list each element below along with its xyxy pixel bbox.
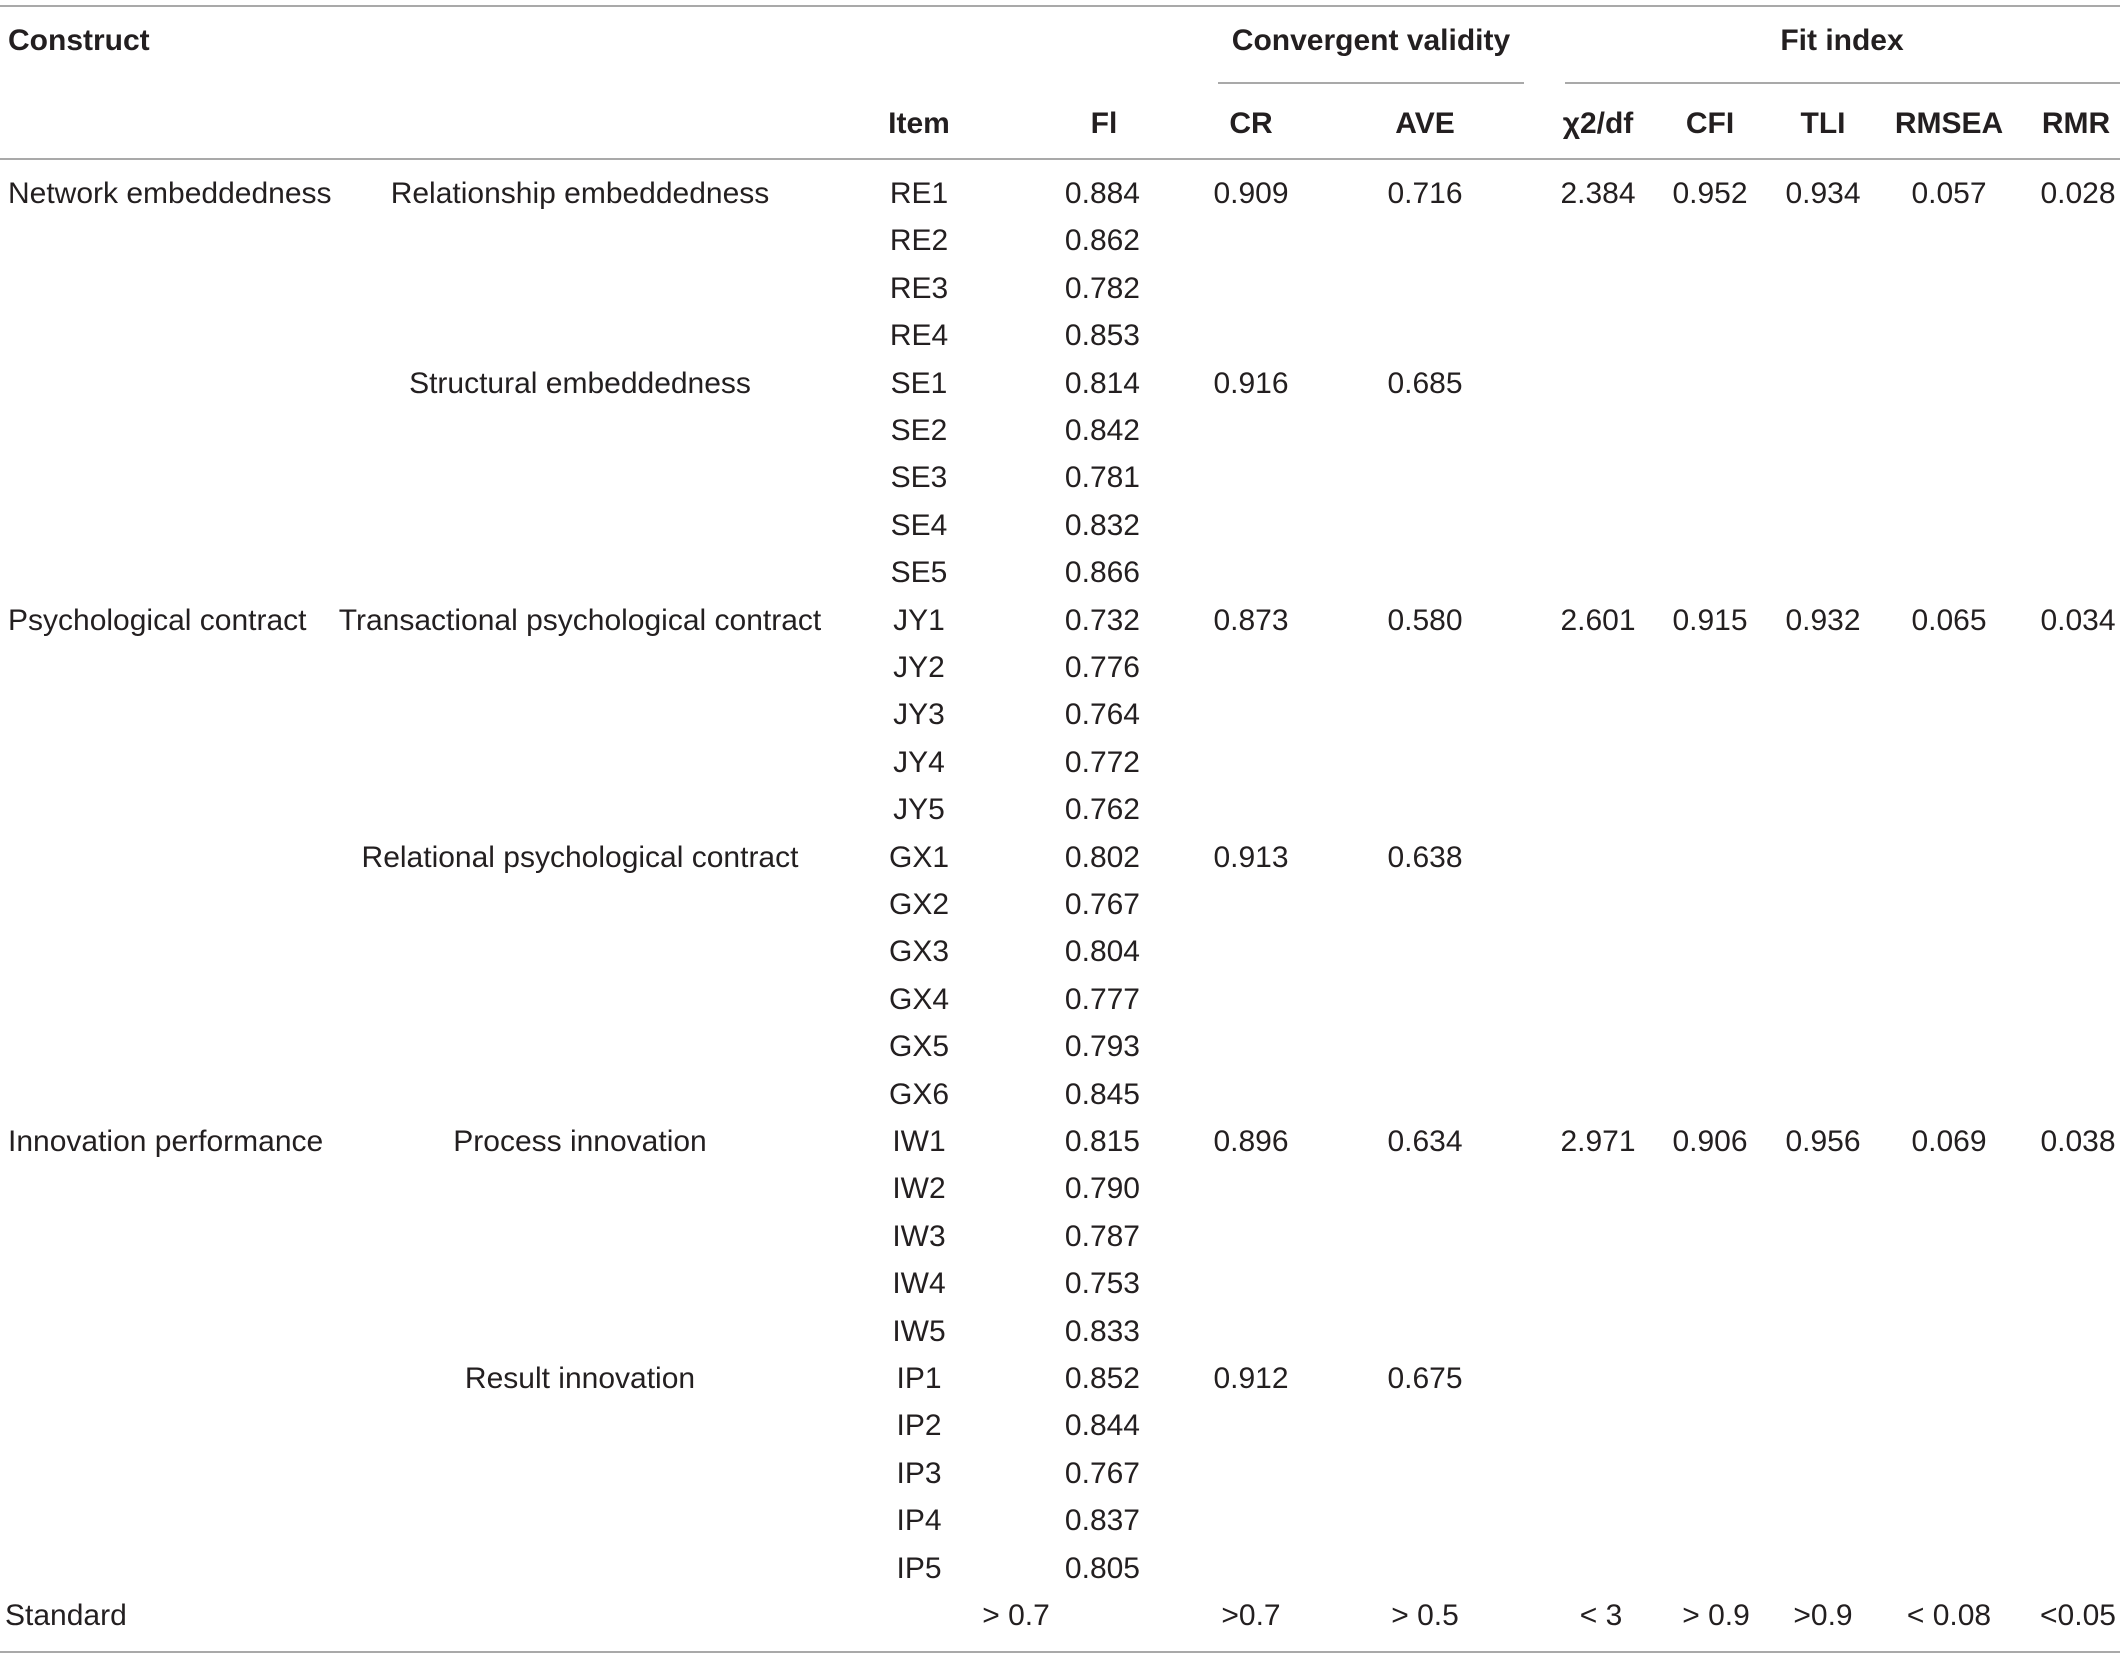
factor-loading: 0.790 (1064, 1172, 1140, 1206)
item-code: JY3 (893, 698, 945, 732)
item-code: IW1 (892, 1125, 946, 1158)
subconstruct-name: Result innovation (464, 1362, 696, 1395)
factor-loading: 0.845 (1064, 1077, 1140, 1111)
table-bottom-rule (0, 1651, 2120, 1653)
factor-loading: 0.793 (1064, 1030, 1140, 1064)
ave-value: 0.675 (1387, 1362, 1463, 1395)
factor-loading: 0.787 (1064, 1219, 1140, 1253)
rmr-value: 0.038 (2040, 1125, 2116, 1158)
factor-loading: 0.884 (1064, 177, 1140, 210)
item-code: SE5 (890, 556, 948, 590)
cfi-value: 0.915 (1672, 603, 1748, 637)
standard-rmsea: < 0.08 (1906, 1599, 1992, 1632)
rmsea-value: 0.057 (1911, 177, 1987, 210)
item-code: GX1 (888, 840, 950, 874)
item-code: SE3 (890, 461, 948, 495)
item-code: GX4 (888, 982, 950, 1016)
item-code: SE4 (890, 508, 948, 542)
tli-value: 0.932 (1785, 603, 1861, 637)
standard-label: Standard (5, 1599, 127, 1632)
factor-loading: 0.837 (1064, 1504, 1140, 1538)
table-top-rule (0, 5, 2120, 7)
header-cfi: CFI (1685, 107, 1735, 140)
cr-value: 0.896 (1213, 1125, 1289, 1158)
rmr-value: 0.034 (2040, 603, 2116, 637)
factor-loading: 0.844 (1064, 1409, 1140, 1443)
ave-value: 0.716 (1387, 177, 1463, 210)
header-convergent-validity: Convergent validity (1231, 24, 1511, 57)
cfi-value: 0.906 (1672, 1125, 1748, 1158)
factor-loading: 0.802 (1064, 840, 1140, 874)
factor-loading: 0.815 (1064, 1125, 1140, 1158)
item-code: IW4 (892, 1267, 946, 1301)
tli-value: 0.956 (1785, 1125, 1861, 1158)
factor-loading: 0.777 (1064, 982, 1140, 1016)
header-ave: AVE (1395, 107, 1455, 140)
standard-rmr: <0.05 (2040, 1599, 2116, 1632)
factor-loading: 0.814 (1064, 366, 1140, 400)
factor-loading: 0.866 (1064, 556, 1140, 590)
item-code: RE1 (889, 177, 949, 210)
item-code: IP2 (896, 1409, 942, 1443)
header-fl: Fl (1090, 107, 1118, 140)
item-code: GX3 (888, 935, 950, 969)
subconstruct-name: Relational psychological contract (361, 840, 799, 874)
header-rmr: RMR (2041, 107, 2111, 140)
header-item: Item (888, 107, 950, 140)
construct-name: Innovation performance (8, 1125, 324, 1158)
factor-loading: 0.732 (1064, 603, 1140, 637)
factor-loading: 0.862 (1064, 224, 1140, 258)
standard-fl: > 0.7 (982, 1599, 1050, 1632)
item-code: GX2 (888, 888, 950, 921)
rmsea-value: 0.065 (1911, 603, 1987, 637)
standard-cr: >0.7 (1221, 1599, 1281, 1632)
subconstruct-name: Process innovation (453, 1125, 707, 1158)
factor-loading: 0.804 (1064, 935, 1140, 969)
factor-loading: 0.781 (1064, 461, 1140, 495)
subconstruct-name: Relationship embeddedness (390, 177, 770, 210)
factor-loading: 0.767 (1064, 888, 1140, 921)
item-code: JY1 (893, 603, 945, 637)
item-code: RE4 (889, 319, 949, 353)
construct-name: Psychological contract (8, 603, 307, 637)
rmr-value: 0.028 (2040, 177, 2116, 210)
factor-loading: 0.842 (1064, 414, 1140, 447)
tli-value: 0.934 (1785, 177, 1861, 210)
item-code: RE3 (889, 271, 949, 305)
factor-loading: 0.833 (1064, 1314, 1140, 1348)
factor-loading: 0.776 (1064, 651, 1140, 684)
standard-ave: > 0.5 (1391, 1599, 1459, 1632)
factor-loading: 0.832 (1064, 508, 1140, 542)
subconstruct-name: Transactional psychological contract (338, 603, 822, 637)
ave-value: 0.634 (1387, 1125, 1463, 1158)
factor-loading: 0.772 (1064, 745, 1140, 779)
item-code: SE1 (890, 366, 948, 400)
header-chi2df: χ2/df (1562, 107, 1634, 140)
factor-loading: 0.767 (1064, 1456, 1140, 1490)
convergent-validity-rule (1218, 82, 1524, 84)
header-rmsea: RMSEA (1894, 107, 2004, 140)
header-fit-index: Fit index (1780, 24, 1904, 57)
fit-index-rule (1565, 82, 2120, 84)
standard-cfi: > 0.9 (1682, 1599, 1750, 1632)
item-code: IW5 (892, 1314, 946, 1348)
item-code: IW3 (892, 1219, 946, 1253)
cr-value: 0.913 (1213, 840, 1289, 874)
item-code: GX6 (888, 1077, 950, 1111)
ave-value: 0.685 (1387, 366, 1463, 400)
header-cr: CR (1229, 107, 1273, 140)
cfi-value: 0.952 (1672, 177, 1748, 210)
ave-value: 0.580 (1387, 603, 1463, 637)
chi2df-value: 2.601 (1560, 603, 1636, 637)
factor-loading: 0.753 (1064, 1267, 1140, 1301)
factor-loading: 0.764 (1064, 698, 1140, 732)
subconstruct-name: Structural embeddedness (409, 366, 751, 400)
factor-loading: 0.805 (1064, 1551, 1140, 1585)
factor-loading: 0.852 (1064, 1362, 1140, 1395)
construct-name: Network embeddedness (8, 177, 332, 210)
factor-loading: 0.853 (1064, 319, 1140, 353)
ave-value: 0.638 (1387, 840, 1463, 874)
standard-tli: >0.9 (1793, 1599, 1853, 1632)
header-bottom-rule (0, 158, 2120, 160)
header-construct: Construct (8, 24, 150, 57)
cr-value: 0.916 (1213, 366, 1289, 400)
factor-loading: 0.782 (1064, 271, 1140, 305)
header-tli: TLI (1800, 107, 1846, 140)
factor-loading: 0.762 (1064, 793, 1140, 827)
item-code: GX5 (888, 1030, 950, 1064)
item-code: JY2 (893, 651, 945, 684)
item-code: IP1 (896, 1362, 942, 1395)
chi2df-value: 2.971 (1560, 1125, 1636, 1158)
item-code: IP3 (896, 1456, 942, 1490)
item-code: IP4 (896, 1504, 942, 1538)
cr-value: 0.873 (1213, 603, 1289, 637)
standard-chi2df: < 3 (1579, 1599, 1623, 1632)
item-code: RE2 (889, 224, 949, 258)
cr-value: 0.912 (1213, 1362, 1289, 1395)
rmsea-value: 0.069 (1911, 1125, 1987, 1158)
item-code: JY5 (893, 793, 945, 827)
cr-value: 0.909 (1213, 177, 1289, 210)
item-code: JY4 (893, 745, 945, 779)
item-code: IW2 (892, 1172, 946, 1206)
item-code: SE2 (890, 414, 948, 447)
item-code: IP5 (896, 1551, 942, 1585)
chi2df-value: 2.384 (1560, 177, 1636, 210)
